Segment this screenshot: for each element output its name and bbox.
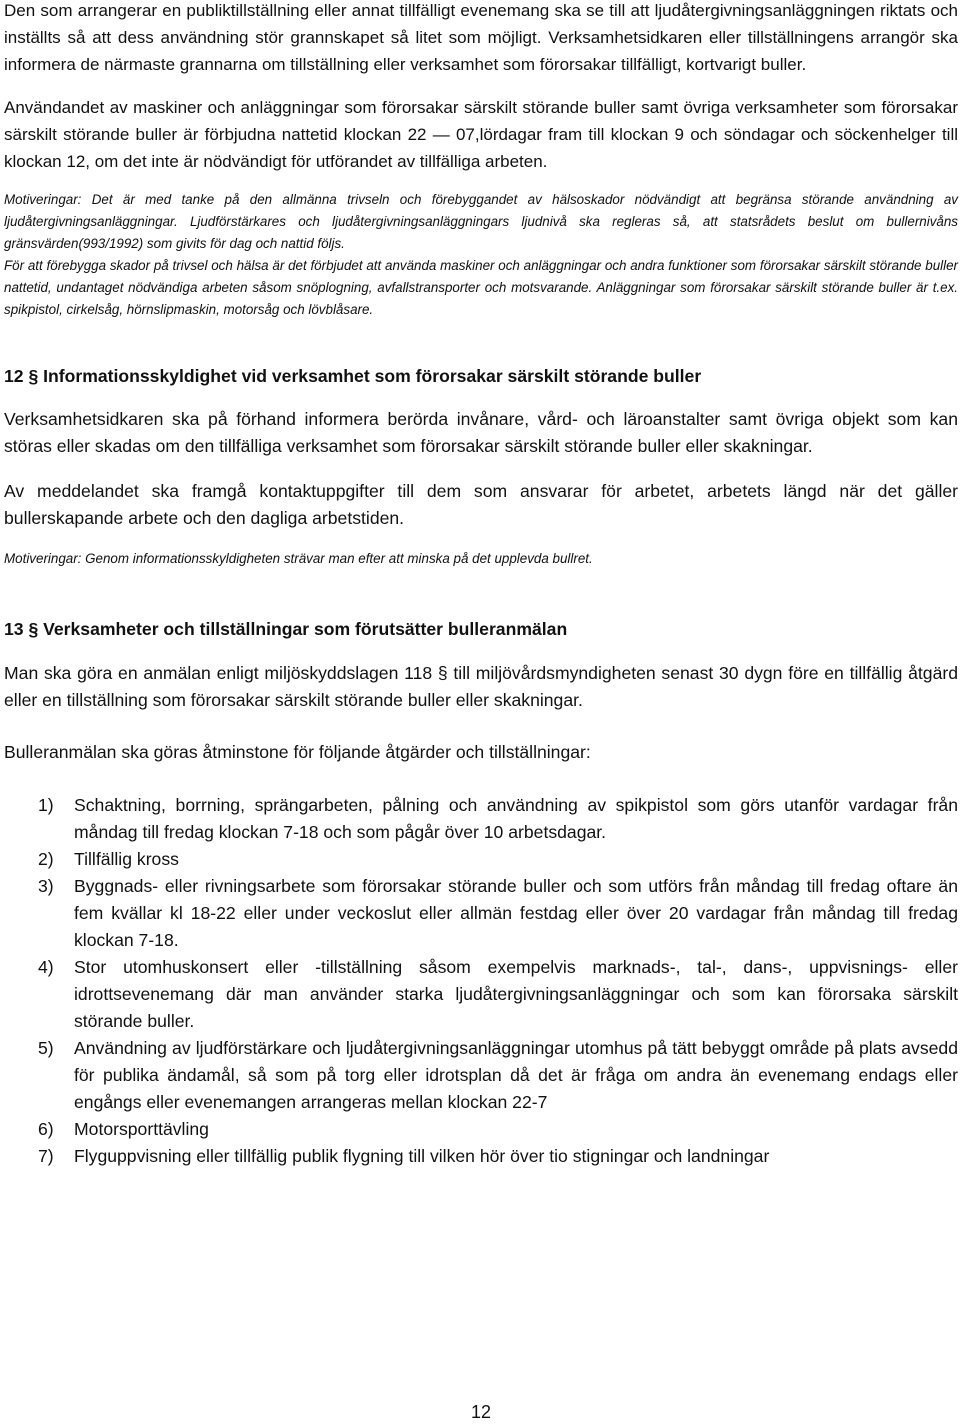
list-item: [4, 792, 958, 846]
list-item-text: Motorsporttävling: [74, 1119, 209, 1139]
list-item: [4, 846, 958, 873]
list-item-number: 6): [38, 1119, 54, 1139]
list-item-text: Stor utomhuskonsert eller -tillställning såsom exempelvis marknads-, tal-, dans-, uppvisnings- eller idrottsevenemang där man använder starka ljudåtergivningsanläggningar och som kan förorsaka särskilt störande buller.: [74, 957, 958, 1031]
list-item: [4, 954, 958, 1035]
list-item-text: Byggnads- eller rivningsarbete som förorsakar störande buller och som utförs från måndag till fredag oftare än fem kvällar kl 18-22 eller under veckoslut eller allmän festdag eller över 20 vardagar från måndag till fredag klockan 7-18.: [74, 876, 958, 950]
list-item-text: Schaktning, borrning, sprängarbeten, pålning och användning av spikpistol som görs utanför vardagar från måndag till fredag klockan 7-18 och som pågår över 10 arbetsdagar.: [74, 795, 958, 842]
list-item: [4, 1143, 958, 1170]
list-item-number: 4): [38, 957, 54, 977]
list-item-number: 2): [38, 849, 54, 869]
page-number: 12: [470, 1402, 492, 1422]
list-item-text: Flyguppvisning eller tillfällig publik flygning till vilken hör över tio stigningar och landningar: [74, 1146, 770, 1166]
section-13-heading: 13 § Verksamheter och tillställningar som förutsätter bulleranmälan: [4, 619, 568, 639]
section-12-motivation: Motiveringar: Genom informationsskyldigheten strävar man efter att minska på det upplevda bullret.: [4, 551, 593, 566]
list-item-number: 3): [38, 876, 54, 896]
list-item: [4, 1035, 958, 1116]
list-item: [4, 1116, 958, 1143]
motivation-paragraph-2: För att förebygga skador på trivsel och hälsa är det förbjudet att använda maskiner och anläggningar och andra funktioner som förorsakar särskilt störande buller nattetid, undantaget nödvändiga arbeten såsom snöplogning, avfallstransporter och motsvarande. Anläggningar som förorsakar särskilt störande buller är t.ex. spikpistol, cirkelsåg, hörnslipmaskin, motorsåg och lövblåsare.: [4, 258, 958, 317]
section-13-paragraph-2: Bulleranmälan ska göras åtminstone för följande åtgärder och tillställningar:: [4, 742, 591, 762]
motivation-paragraph-1: Motiveringar: Det är med tanke på den allmänna trivseln och förebyggandet av hälsoskador nödvändigt att begränsa störande användning av ljudåtergivningsanläggningar. Ljudförstärkares och ljudåtergivningsanläggningars ljudnivå ska regleras så, att statsrådets beslut om bullernivåns gränsvärden(993/1992) som givits för dag och nattid följs.: [4, 192, 958, 251]
section-13-paragraph-1: Man ska göra en anmälan enligt miljöskyddslagen 118 § till miljövårdsmyndigheten senast 30 dygn före en tillfällig åtgärd eller en tillställning som förorsakar särskilt störande buller eller skakningar.: [4, 663, 958, 710]
list-item: [4, 873, 958, 954]
section-12-paragraph-1: Verksamhetsidkaren ska på förhand informera berörda invånare, vård- och läroanstalter samt övriga objekt som kan störas eller skadas om den tillfälliga verksamhet som förorsakar särskilt störande buller eller skakningar.: [4, 409, 958, 456]
list-item-text: Tillfällig kross: [74, 849, 179, 869]
notification-list: [4, 792, 958, 1170]
section-12-heading: 12 § Informationsskyldighet vid verksamhet som förorsakar särskilt störande buller: [4, 366, 702, 386]
list-item-text: Användning av ljudförstärkare och ljudåtergivningsanläggningar utomhus på tätt bebyggt område på plats avsedd för publika ändamål, så som på torg eller idrotsplan då det är fråga om andra än evenemang endags eller engångs eller evenemangen arrangeras mellan klockan 22-7: [74, 1038, 958, 1112]
list-item-number: 7): [38, 1146, 54, 1166]
list-item-number: 5): [38, 1038, 54, 1058]
intro-paragraph-1: Den som arrangerar en publiktillställning eller annat tillfälligt evenemang ska se till att ljudåtergivningsanläggningen riktats och inställts så att dess användning stör grannskapet så litet som möjligt. Verksamhetsidkaren eller tillställningens arrangör ska informera de närmaste grannarna om tillställning eller verksamhet som förorsakar tillfälligt, kortvarigt buller.: [4, 1, 958, 74]
section-12-paragraph-2: Av meddelandet ska framgå kontaktuppgifter till dem som ansvarar för arbetet, arbetets längd när det gäller bullerskapande arbete och den dagliga arbetstiden.: [4, 481, 958, 528]
intro-paragraph-2: Användandet av maskiner och anläggningar som förorsakar särskilt störande buller samt övriga verksamheter som förorsakar särskilt störande buller är förbjudna nattetid klockan 22 — 07,lördagar fram till klockan 9 och söndagar och söckenhelger till klockan 12, om det inte är nödvändigt för utförandet av tillfälliga arbeten.: [4, 98, 958, 171]
list-item-number: 1): [38, 795, 54, 815]
document-page: [4, 0, 958, 1425]
